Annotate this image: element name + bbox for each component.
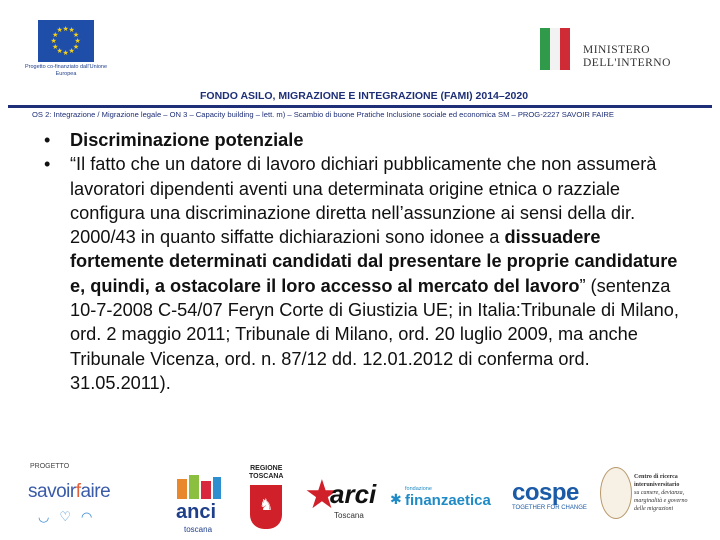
bullet-item	[44, 128, 688, 152]
ministry-line1: MINISTERO	[583, 44, 651, 56]
savoirfaire-icons: ◡♡◠	[38, 509, 103, 524]
regione-line1: REGIONE	[250, 465, 283, 472]
quote-text-part2: ” (sentenza 10-7-2008 C-54/07 Feryn Corte di Giustizia UE; in Italia:Tribunale di Milano, ord. 2 maggio 2011; Tribunale di Milano, ord. 20 luglio 2009, ma anche Tribunale Vicenza, ord. n. 87/12 dd. 12.01.2012 di conferma ord. 31.05.2011).	[70, 275, 679, 393]
header-divider	[8, 105, 712, 108]
eu-star-icon: ★	[56, 47, 63, 55]
bullet-icon: •	[44, 154, 51, 175]
centro-line4: marginalità e governo	[634, 498, 688, 504]
regione-toscana-label	[249, 465, 283, 481]
centro-line2: interuniversitario	[634, 482, 680, 488]
research-centre-name	[634, 473, 687, 513]
pegasus-shield-icon: ♞	[250, 485, 282, 529]
savoirfaire-text-o: f	[75, 481, 81, 502]
bullet-heading: Discriminazione potenziale	[70, 130, 304, 150]
arci-logo-sub: Toscana	[334, 511, 364, 520]
slide-body	[44, 128, 688, 395]
savoirfaire-label: PROGETTO	[30, 463, 70, 470]
savoirfaire-text-b: aire	[80, 481, 111, 502]
ministry-line2: DELL'INTERNO	[583, 57, 671, 69]
fund-subtitle: OS 2: Integrazione / Migrazione legale – ON 3 – Capacity building – lett. m) – Scambio di buone Pratiche Inclusione sociale ed economica SM – PROG-2227 SAVOIR FAIRE	[32, 110, 614, 119]
quote-text-part1: “Il fatto che un datore di lavoro dichiari pubblicamente che non assumerà lavoratori dipendenti aventi una determinata origine etnica o razziale configura una discriminazione diretta nell’assunzione ai sensi della dir. 2000/43 in quanto siffatte dichiarazioni sono idonee a	[70, 154, 657, 248]
italian-flag-logo	[540, 28, 572, 70]
regione-line2: TOSCANA	[249, 473, 284, 480]
cospe-logo-text: cospe	[512, 479, 579, 506]
eu-star-icon: ★	[74, 37, 81, 45]
centro-line3: su camere, devianza,	[634, 490, 685, 496]
centro-line1: Centro di ricerca	[634, 474, 678, 480]
anci-logo-text: anci	[176, 501, 217, 523]
finanzaetica-logo-text: finanzaetica	[405, 492, 491, 509]
quote-text-bold: dissuadere fortemente determinati candidati dal presentare le proprie candidature e, quindi, a ostacolare il loro accesso al mercato del lavoro	[70, 227, 678, 296]
ministry-name	[583, 44, 671, 70]
arci-logo-text: arci	[330, 479, 377, 509]
centro-line5: delle migrazioni	[634, 506, 674, 512]
fund-title: FONDO ASILO, MIGRAZIONE E INTEGRAZIONE (FAMI) 2014–2020	[200, 90, 529, 102]
university-seal-icon	[600, 467, 632, 519]
eu-star-icon: ★	[72, 43, 80, 51]
eu-flag-logo	[38, 20, 94, 62]
anci-logo-sub: toscana	[184, 525, 213, 534]
partner-logos	[0, 455, 720, 540]
eu-star-icon: ★	[62, 25, 69, 33]
finanzaetica-label: fondazione	[405, 486, 432, 492]
eu-star-icon: ★	[62, 49, 69, 57]
eu-star-icon: ★	[52, 31, 59, 39]
arci-star-icon: ★	[304, 473, 340, 517]
eu-star-icon: ★	[68, 47, 75, 55]
eu-star-icon: ★	[68, 27, 75, 35]
anci-mark-icon	[175, 473, 223, 501]
bullet-item	[44, 152, 688, 395]
eu-star-icon: ★	[50, 37, 57, 45]
finanzaetica-icon: ✱	[390, 491, 402, 507]
cospe-tagline: TOGETHER FOR CHANGE	[512, 505, 587, 511]
bullet-icon: •	[44, 130, 51, 150]
eu-star-icon: ★	[52, 43, 59, 51]
eu-star-icon: ★	[56, 27, 63, 35]
eu-caption: Progetto co-finanziato dall'Unione Europea	[24, 64, 108, 77]
eu-star-icon: ★	[72, 31, 80, 39]
savoirfaire-logo	[28, 481, 110, 503]
savoirfaire-text-a: savoir	[28, 481, 76, 502]
